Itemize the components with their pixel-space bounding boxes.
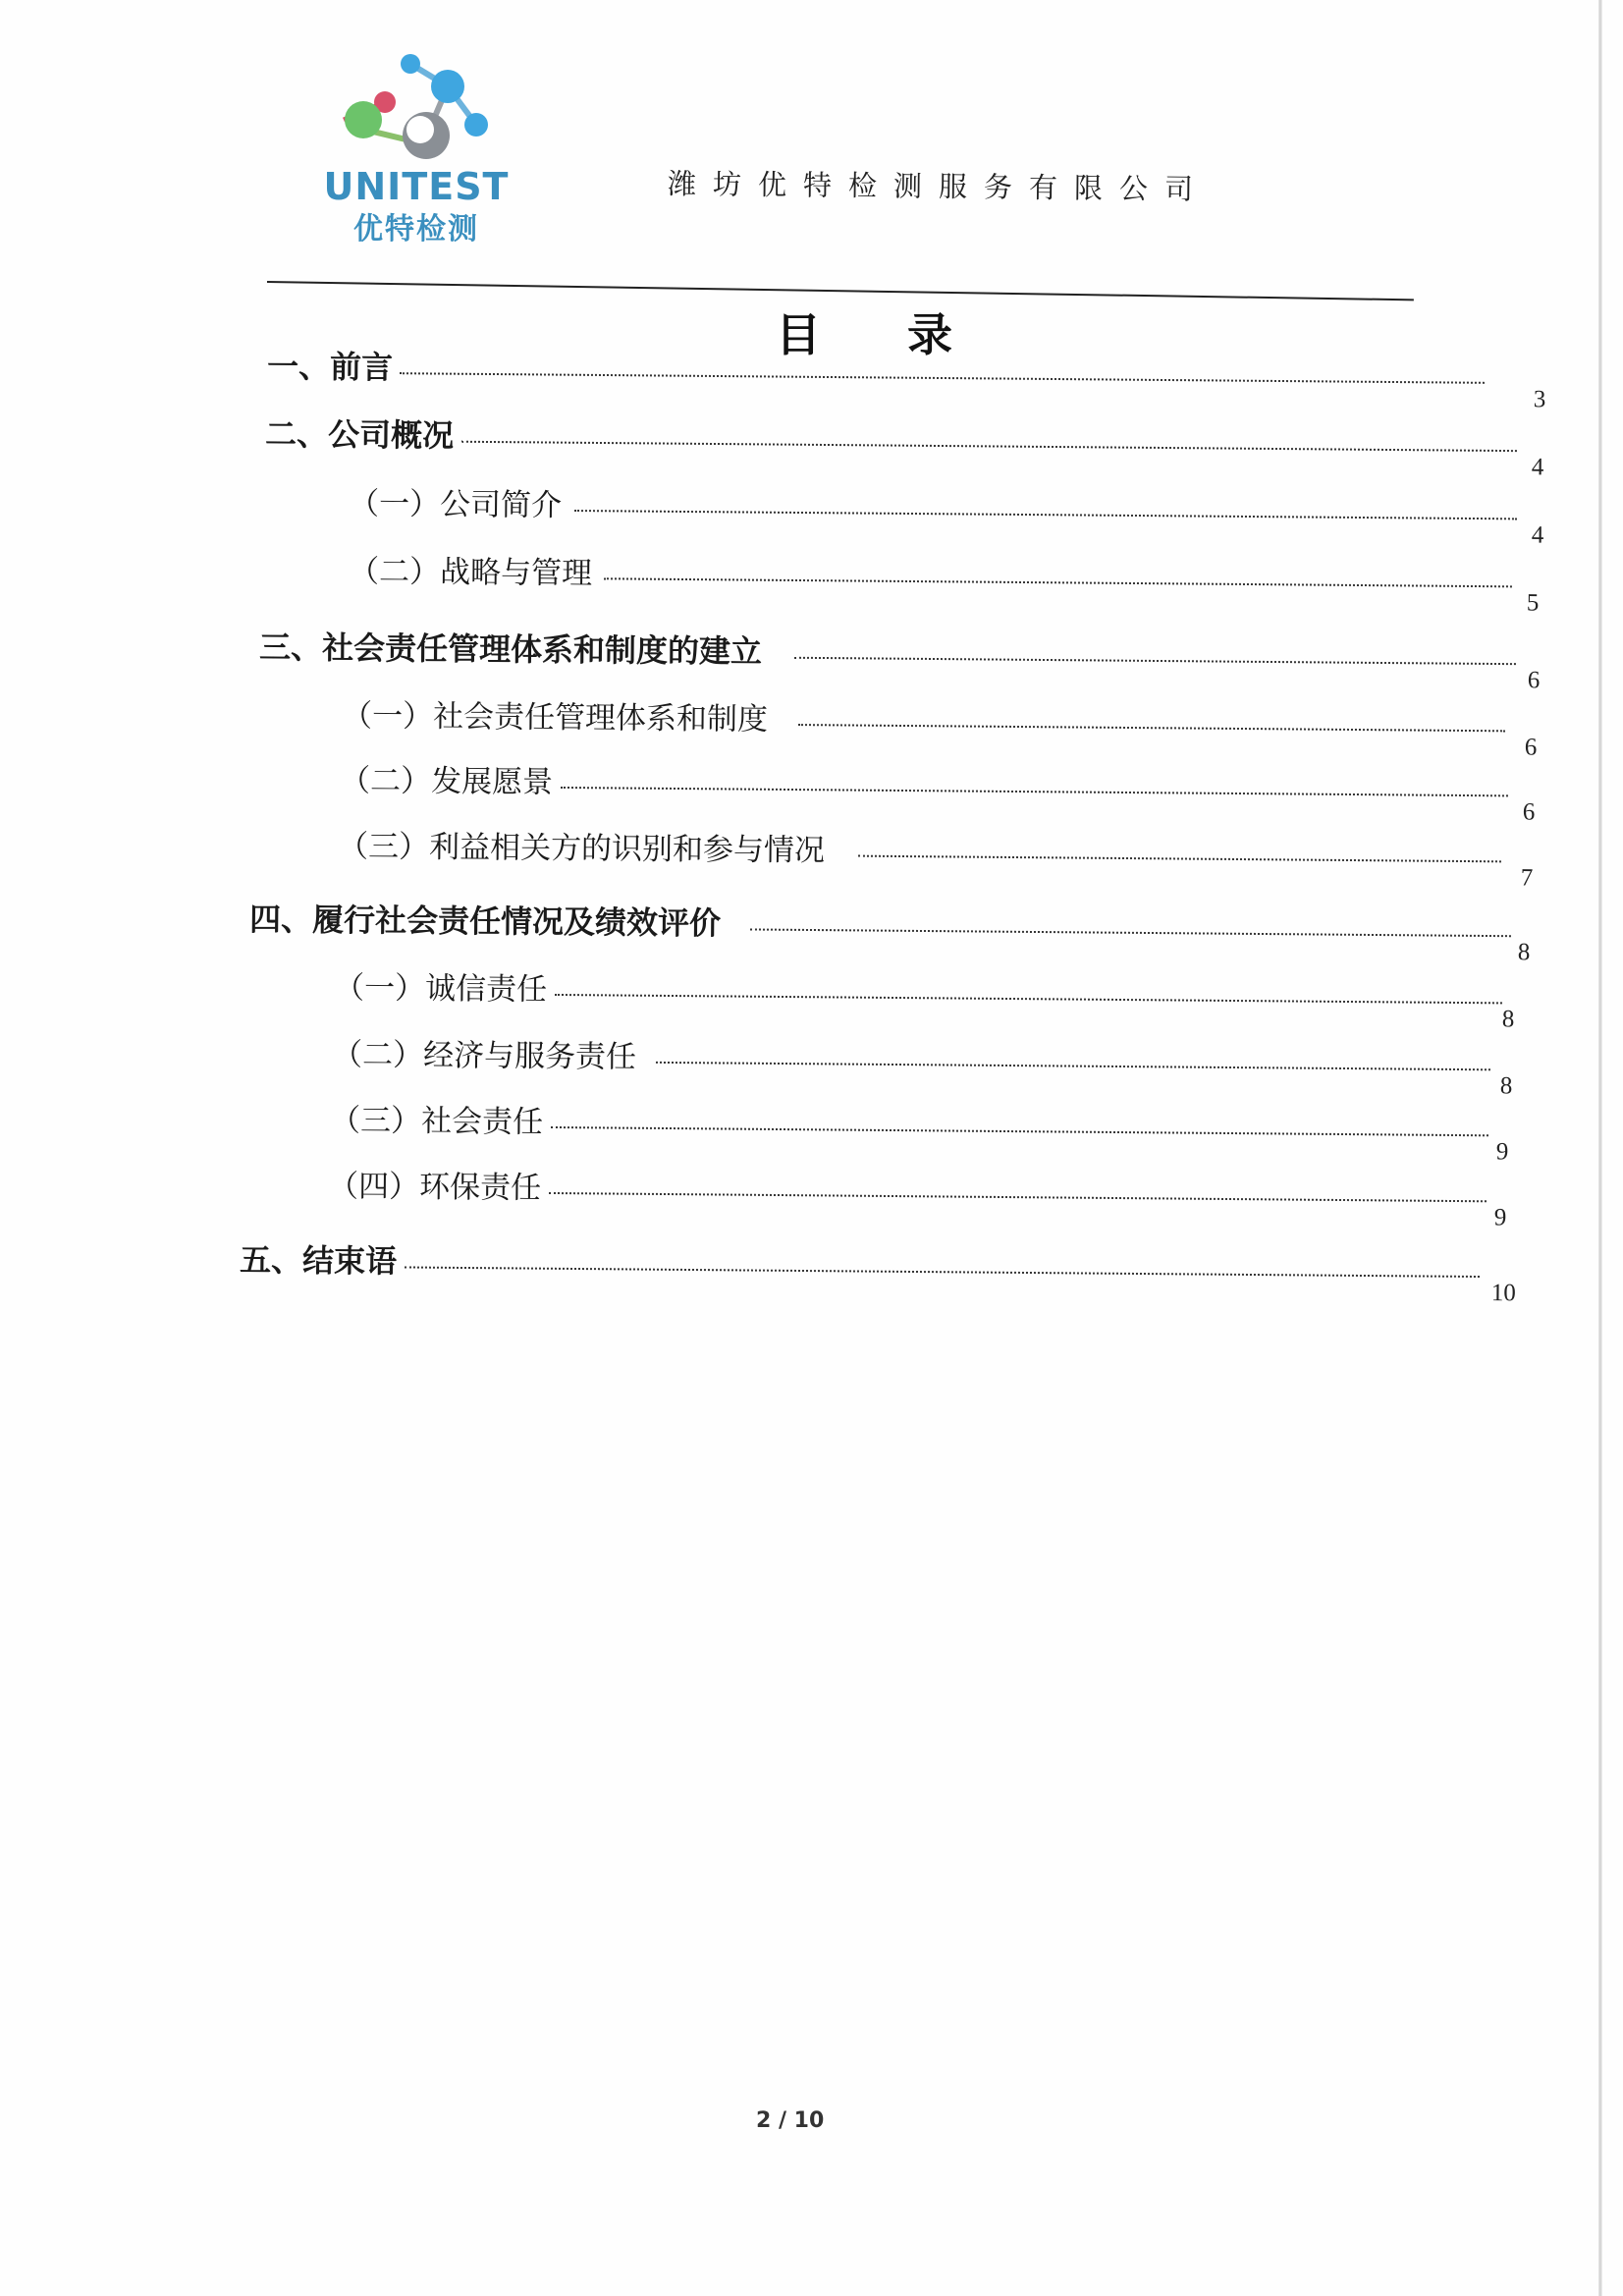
toc-entry-label: 三、社会责任管理体系和制度的建立 bbox=[258, 629, 763, 671]
toc-entry[interactable] bbox=[328, 1161, 1531, 1230]
toc-page-number: 3 bbox=[1533, 386, 1546, 413]
toc-leader-dots bbox=[794, 657, 1516, 665]
toc-page-number: 9 bbox=[1493, 1204, 1507, 1231]
page-number-footer: 2 / 10 bbox=[756, 2108, 825, 2133]
toc-entry-label: 五、结束语 bbox=[239, 1241, 398, 1281]
header-divider bbox=[267, 281, 1414, 301]
logo-chinese-text: 优特检测 bbox=[353, 212, 479, 246]
toc-entry[interactable] bbox=[249, 895, 1536, 964]
toc-leader-dots bbox=[405, 1266, 1480, 1278]
toc-page-number: 8 bbox=[1499, 1072, 1513, 1100]
company-name: 潍坊优特检测服务有限公司 bbox=[667, 167, 1211, 206]
toc-leader-dots bbox=[461, 441, 1517, 452]
toc-page-number: 6 bbox=[1524, 734, 1538, 761]
toc-page-number: 4 bbox=[1531, 521, 1544, 549]
toc-entry[interactable] bbox=[265, 410, 1551, 479]
toc-page-number: 9 bbox=[1495, 1138, 1509, 1166]
toc-entry[interactable] bbox=[340, 755, 1542, 825]
toc-entry[interactable] bbox=[259, 623, 1545, 692]
toc-entry[interactable] bbox=[349, 478, 1551, 548]
toc-leader-dots bbox=[574, 510, 1517, 519]
toc-leader-dots bbox=[604, 577, 1512, 587]
toc-entry-label: （二）发展愿景 bbox=[339, 763, 554, 800]
toc-entry-label: （三）社会责任 bbox=[329, 1103, 544, 1140]
toc-entry[interactable] bbox=[334, 962, 1537, 1032]
toc-leader-dots bbox=[400, 372, 1485, 384]
toc-entry-label: （二）经济与服务责任 bbox=[331, 1037, 637, 1075]
molecule-logo-icon bbox=[324, 49, 501, 162]
toc-leader-dots bbox=[798, 724, 1505, 732]
toc-page-number: 7 bbox=[1520, 864, 1534, 892]
toc-leader-dots bbox=[551, 1126, 1488, 1136]
toc-leader-dots bbox=[858, 855, 1501, 863]
toc-entry[interactable] bbox=[349, 546, 1546, 616]
toc-page-number: 10 bbox=[1490, 1280, 1516, 1307]
toc-leader-dots bbox=[549, 1192, 1487, 1202]
toc-leader-dots bbox=[561, 787, 1508, 796]
toc-entry-label: （二）战略与管理 bbox=[348, 554, 593, 592]
logo-english-text: UNITEST bbox=[323, 165, 510, 208]
toc-entry-label: （三）利益相关方的识别和参与情况 bbox=[337, 829, 826, 869]
toc-entry-label: （一）社会责任管理体系和制度 bbox=[341, 698, 769, 738]
toc-entry-label: 二、公司概况 bbox=[264, 415, 455, 455]
toc-leader-dots bbox=[656, 1062, 1490, 1070]
toc-leader-dots bbox=[555, 994, 1502, 1004]
toc-entry[interactable] bbox=[240, 1235, 1526, 1305]
toc-entry-label: 四、履行社会责任情况及绩效评价 bbox=[248, 901, 722, 943]
toc-entry-label: （一）诚信责任 bbox=[333, 970, 548, 1008]
toc-page-number: 8 bbox=[1517, 939, 1531, 966]
toc-page-number: 5 bbox=[1526, 589, 1540, 617]
toc-entry[interactable] bbox=[330, 1095, 1533, 1165]
toc-entry[interactable] bbox=[267, 342, 1553, 411]
toc-page-number: 8 bbox=[1501, 1006, 1515, 1033]
scan-edge bbox=[1598, 0, 1602, 2296]
toc-entry[interactable] bbox=[342, 690, 1544, 760]
toc-leader-dots bbox=[750, 928, 1511, 937]
toc-page-number: 4 bbox=[1531, 454, 1544, 481]
toc-entry[interactable] bbox=[338, 821, 1541, 891]
toc-entry[interactable] bbox=[332, 1029, 1535, 1099]
toc-title: 目 录 bbox=[776, 308, 989, 361]
toc-entry-label: （一）公司简介 bbox=[348, 486, 563, 523]
company-logo bbox=[295, 49, 530, 246]
toc-entry-label: 一、前言 bbox=[266, 348, 394, 387]
toc-entry-label: （四）环保责任 bbox=[327, 1169, 542, 1206]
toc-page-number: 6 bbox=[1527, 667, 1541, 694]
toc-page-number: 6 bbox=[1522, 798, 1536, 826]
